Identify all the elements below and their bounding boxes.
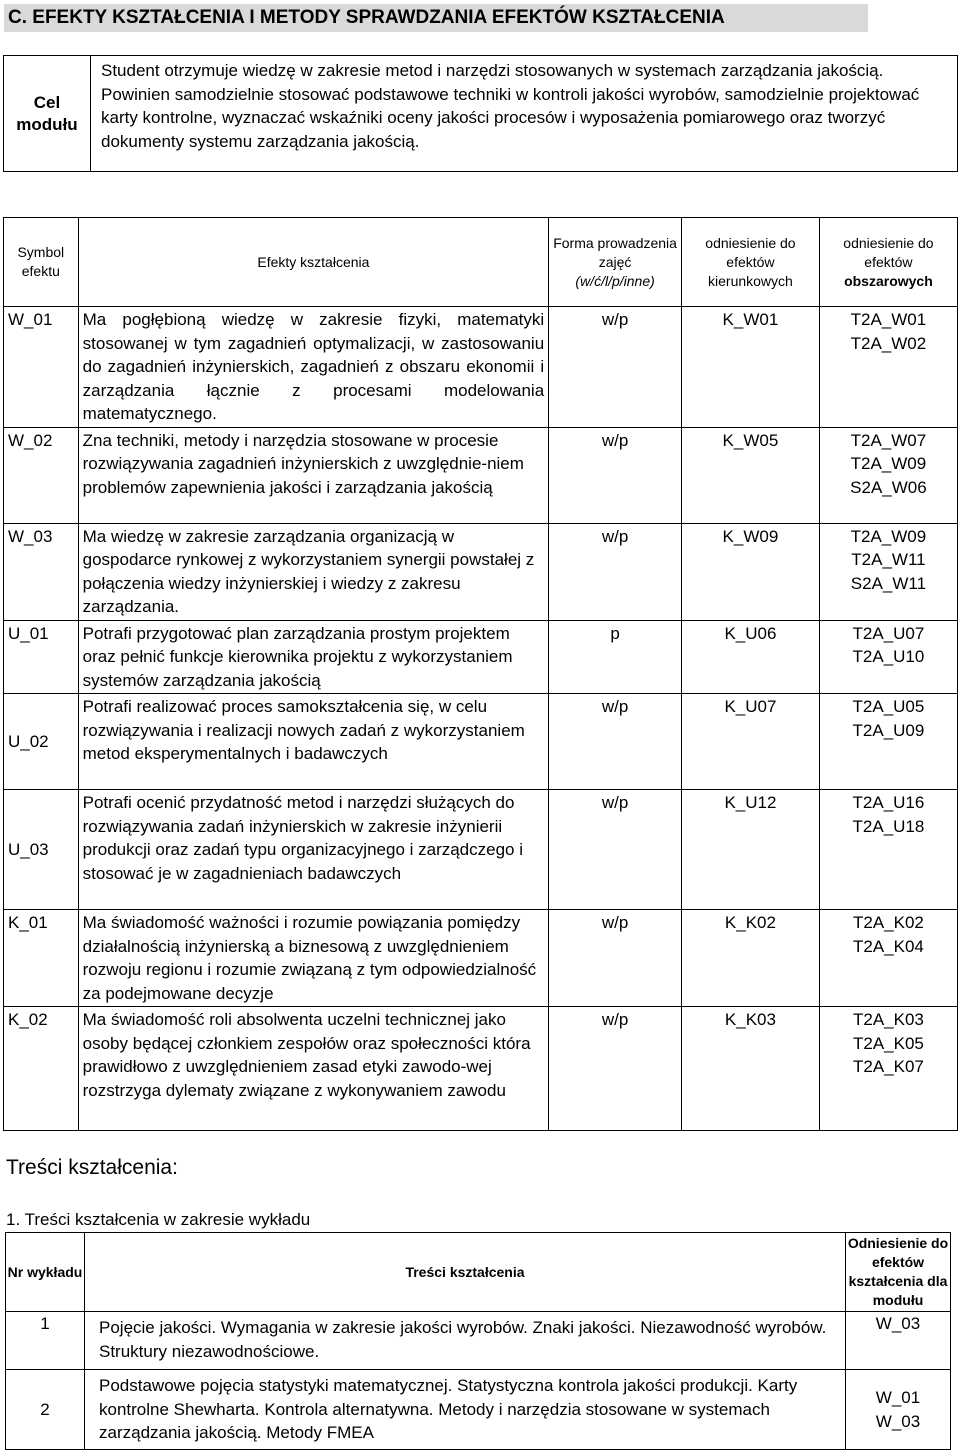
header-form-sub: (w/ć/l/p/inne) [575, 272, 655, 289]
header-obsz-line2: obszarowych [844, 272, 933, 289]
header-symbol: Symbol efektu [4, 218, 79, 307]
header-obsz-line1: odniesienie do efektów [843, 234, 934, 270]
effect-form: w/p [549, 1007, 682, 1131]
effect-obsz [819, 427, 957, 523]
effect-text: Ma świadomość roli absolwenta uczelni technicznej jako osoby będącej członkiem zespołów oraz społeczności która prawidłowo z uwzględnieniem zasad etyki zawodo-wej rozstrzyga dylematy związane z wykonywaniem zawodu [78, 1007, 549, 1131]
goal-text: Student otrzymuje wiedzę w zakresie metod i narzędzi stosowanych w systemach zarządzania jakością. Powinien samodzielnie stosować podstawowe techniki w kontroli jakości wyrobów, samodzielnie projektować karty kontrolne, wyznaczać wskaźniki oceny jakości procesów i wyposażenia pomiarowego oraz tworzyć dokumenty systemu zarządzania jakością. [91, 56, 958, 172]
obsz-ref: T2A_W01 [850, 310, 927, 329]
content-title: Treści kształcenia: [6, 1156, 178, 1179]
obsz-ref: T2A_W02 [850, 333, 927, 353]
header-content: Treści kształcenia [85, 1233, 846, 1312]
effect-symbol: W_02 [4, 427, 79, 523]
obsz-ref: T2A_U10 [852, 647, 925, 666]
obsz-ref: T2A_U16 [852, 793, 925, 812]
obsz-ref: T2A_U05 [852, 697, 925, 716]
obsz-ref: T2A_U18 [852, 816, 925, 836]
effect-text: Potrafi ocenić przydatność metod i narzędzi służących do rozwiązywania zadań inżynierskich w zakresie inżynierii produkcji oraz zadań typu organizacyjnego i zarządczego i stosować je w zagadnieniach badawczych [78, 790, 549, 910]
effect-text: Zna techniki, metody i narzędzia stosowane w procesie rozwiązywania zagadnień inżynierskich z uwzględnie-niem problemów zapewnienia jakości i zarządzania jakością [78, 427, 549, 523]
lecture-number: 2 [6, 1370, 85, 1450]
effect-symbol: U_03 [4, 790, 79, 910]
effect-obsz [819, 910, 957, 1007]
lecture-ref [846, 1370, 951, 1450]
obsz-ref: T2A_K07 [852, 1057, 924, 1076]
obsz-ref: T2A_W09 [850, 526, 927, 546]
effect-kier: K_U12 [682, 790, 820, 910]
effect-kier: K_K03 [682, 1007, 820, 1131]
effect-kier: K_U06 [682, 620, 820, 694]
header-kier-line1: odniesienie do efektów [705, 234, 796, 270]
effect-text: Ma wiedzę w zakresie zarządzania organizacją w gospodarce rynkowej z wykorzystaniem synergii powstałej z połączenia wiedzy inżynierskiej i wiedzy z zakresu zarządzania. [78, 523, 549, 620]
effect-symbol: K_01 [4, 910, 79, 1007]
header-form [549, 218, 682, 307]
obsz-ref: S2A_W11 [850, 573, 927, 593]
effect-symbol: W_01 [4, 307, 79, 428]
effect-row [4, 523, 958, 620]
effect-obsz [819, 523, 957, 620]
effect-symbol: U_01 [4, 620, 79, 694]
effect-row [4, 620, 958, 694]
obsz-ref: T2A_K05 [852, 1033, 924, 1053]
effect-symbol: W_03 [4, 523, 79, 620]
goal-label-line2: modułu [16, 114, 78, 134]
header-effects: Efekty kształcenia [78, 218, 549, 307]
effect-obsz [819, 790, 957, 910]
header-nr: Nr wykładu [6, 1233, 85, 1312]
obsz-ref: T2A_W09 [850, 454, 927, 473]
effect-symbol: U_02 [4, 694, 79, 790]
header-form-title: Forma prowadzenia zajęć [553, 234, 677, 270]
content-list-item: 1. Treści kształcenia w zakresie wykładu [6, 1210, 311, 1229]
effects-table [3, 217, 958, 1131]
content-row [6, 1370, 951, 1450]
goal-label [4, 56, 91, 172]
effect-kier: K_W01 [682, 307, 820, 428]
effect-row [4, 910, 958, 1007]
lecture-content: Podstawowe pojęcia statystyki matematycznej. Statystyczna kontrola jakości produkcji. Karty kontrolne Shewharta. Kontrola alternatywna. Metody i narzędzia stosowane w systemach zarządzania jakością. Metody FMEA [85, 1370, 846, 1450]
goal-label-line1: Cel [33, 92, 61, 112]
header-obsz [819, 218, 957, 307]
section-title: C. EFEKTY KSZTAŁCENIA I METODY SPRAWDZANIA EFEKTÓW KSZTAŁCENIA [4, 4, 868, 32]
effect-row [4, 1007, 958, 1131]
effects-header-row [4, 218, 958, 307]
content-header-row [6, 1233, 951, 1312]
effect-obsz [819, 694, 957, 790]
effect-form: w/p [549, 694, 682, 790]
effect-text: Ma pogłębioną wiedzę w zakresie fizyki, matematyki stosowanej w tym zagadnień optymalizacji, w zastosowaniu do zagadnień inżynierskich, zagadnień z obszaru ekonomii i zarządzania łącznie z procesami modelowania matematycznego. [78, 307, 549, 428]
lecture-ref [846, 1312, 951, 1370]
header-ref: Odniesienie do efektów kształcenia dla modułu [846, 1233, 951, 1312]
obsz-ref: T2A_K02 [852, 913, 924, 932]
effect-row [4, 427, 958, 523]
obsz-ref: T2A_K04 [852, 936, 924, 956]
module-goal-table [3, 55, 958, 172]
effect-kier: K_U07 [682, 694, 820, 790]
obsz-ref: T2A_W11 [851, 550, 926, 569]
obsz-ref: T2A_U07 [852, 623, 925, 643]
ref-item: W_03 [875, 1314, 921, 1333]
ref-item: W_03 [875, 1411, 921, 1431]
ref-item: W_01 [875, 1388, 921, 1407]
effect-obsz [819, 1007, 957, 1131]
effect-kier: K_W09 [682, 523, 820, 620]
effect-obsz [819, 307, 957, 428]
lecture-number: 1 [6, 1312, 85, 1370]
effect-form: w/p [549, 910, 682, 1007]
effect-form: w/p [549, 523, 682, 620]
effect-text: Ma świadomość ważności i rozumie powiązania pomiędzy działalnością inżynierską a biznesową z uwzględnieniem rozwoju regionu i rozumie związaną z tym odpowiedzialność za podejmowane decyzje [78, 910, 549, 1007]
effect-row [4, 694, 958, 790]
obsz-ref: T2A_W07 [850, 430, 927, 450]
effect-obsz [819, 620, 957, 694]
effect-kier: K_K02 [682, 910, 820, 1007]
effect-kier: K_W05 [682, 427, 820, 523]
obsz-ref: S2A_W06 [850, 477, 927, 497]
obsz-ref: T2A_U09 [852, 720, 925, 740]
effect-row [4, 307, 958, 428]
effect-form: w/p [549, 790, 682, 910]
header-kier-line2: kierunkowych [708, 272, 793, 289]
obsz-ref: T2A_K03 [852, 1010, 924, 1029]
effect-text: Potrafi przygotować plan zarządzania prostym projektem oraz pełnić funkcje kierownika projektu z wykorzystaniem systemów zarządzania jakością [78, 620, 549, 694]
lecture-content: Pojęcie jakości. Wymagania w zakresie jakości wyrobów. Znaki jakości. Niezawodność wyrobów. Struktury niezawodnościowe. [85, 1312, 846, 1370]
effect-form: p [549, 620, 682, 694]
content-table [5, 1232, 951, 1450]
effect-form: w/p [549, 307, 682, 428]
effect-text: Potrafi realizować proces samokształcenia się, w celu rozwiązywania i realizacji nowych zadań z wykorzystaniem metod eksperymentalnych i badawczych [78, 694, 549, 790]
effect-form: w/p [549, 427, 682, 523]
effect-row [4, 790, 958, 910]
content-row [6, 1312, 951, 1370]
header-kier [682, 218, 820, 307]
effect-symbol: K_02 [4, 1007, 79, 1131]
